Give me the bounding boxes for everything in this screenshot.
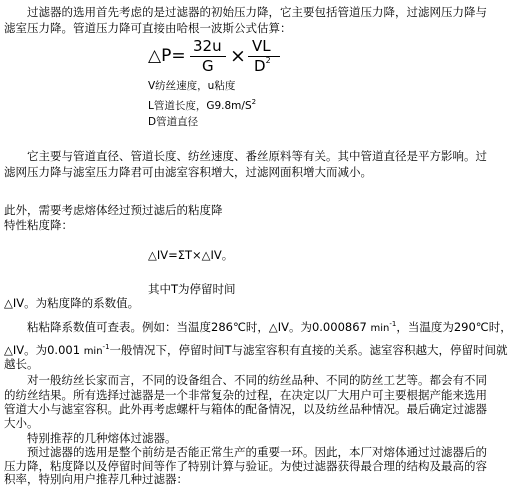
para6-line4: 大小。 (4, 416, 39, 430)
para5-line3: 越长。 (4, 357, 39, 371)
times-sign: × (230, 45, 246, 67)
para7-line3: 压力降，粘度降以及停留时间等作了特别计算与验证。为使过滤器获得最合理的结构及最高的容 (4, 459, 487, 473)
hagen-poiseuille-formula (148, 38, 308, 78)
para4-line1: 其中T为停留时间 (148, 282, 236, 296)
formula-numerator-2: VL (252, 37, 271, 55)
para5-line2: △IV。为0.001 $\min^{-1}$一般情况下，停留时间T与滤室容积有直接的关系。滤室容积越大，停留时间就 (4, 343, 508, 357)
para1-line1: 过滤器的选用首先考虑的是过滤器的初始压力降，它主要包括管道压力降，过滤网压力降与 (4, 5, 487, 19)
para2-line1: 它主要与管道直径、管道长度、纺丝速度、番丝原料等有关。其中管道直径是平方影响。过 (4, 149, 487, 163)
para6-line2: 的纺丝结果。所有选择过滤器是一个非常复杂的过程，在决定以厂大用户可主要根据产能来选用 (4, 388, 487, 402)
formula-denominator-2: $D^2$ (254, 56, 271, 75)
definition-d: D管道直径 (148, 116, 199, 128)
formula-denominator-1: G (202, 57, 214, 75)
para4-line2: △IV。为粘度降的系数值。 (4, 296, 140, 310)
definition-l: L管道长度，$G9.8m/S^2$ (148, 98, 257, 112)
para7-line4: 积率，特别向用户推荐几种过滤器： (4, 472, 188, 486)
para5-line1: 粘粘降系数值可查表。例如：当温度286℃时，△IV。为0.000867 $\min^{-1}$，当温度为290℃时， (4, 320, 512, 334)
para2-line2: 滤网压力降与滤室压力降君可由滤室容积增大，过滤网面积增大而减小。 (4, 165, 372, 179)
viscosity-drop-formula: △IV=ΣT×△IV。 (148, 248, 234, 262)
para6-line3: 管道大小与滤室容积。此外再考虑螺杆与箱体的配备情况，以及纺丝品种情况。最后确定过滤器 (4, 402, 487, 416)
definition-v: V纺丝速度，u粘度 (148, 80, 236, 92)
para3-line1: 此外，需要考虑熔体经过预过滤后的粘度降 (4, 203, 223, 217)
para6-line1: 对一般纺丝长家而言，不同的设备组合、不同的纺丝品种、不同的防丝工艺等。都会有不同 (4, 373, 487, 387)
formula-lhs: △P= (148, 46, 186, 66)
para7-line2: 预过滤器的选用是整个前纺是否能正常生产的重要一环。因此，本厂对熔体通过过滤器后的 (4, 445, 487, 459)
para7-line1: 特别推荐的几种熔体过滤器。 (4, 431, 177, 445)
para1-line2: 滤室压力降。管道压力降可直接由哈根一波斯公式估算： (4, 21, 292, 35)
para3-line2: 特性粘度降： (4, 218, 73, 232)
formula-numerator-1: 32u (193, 37, 222, 55)
